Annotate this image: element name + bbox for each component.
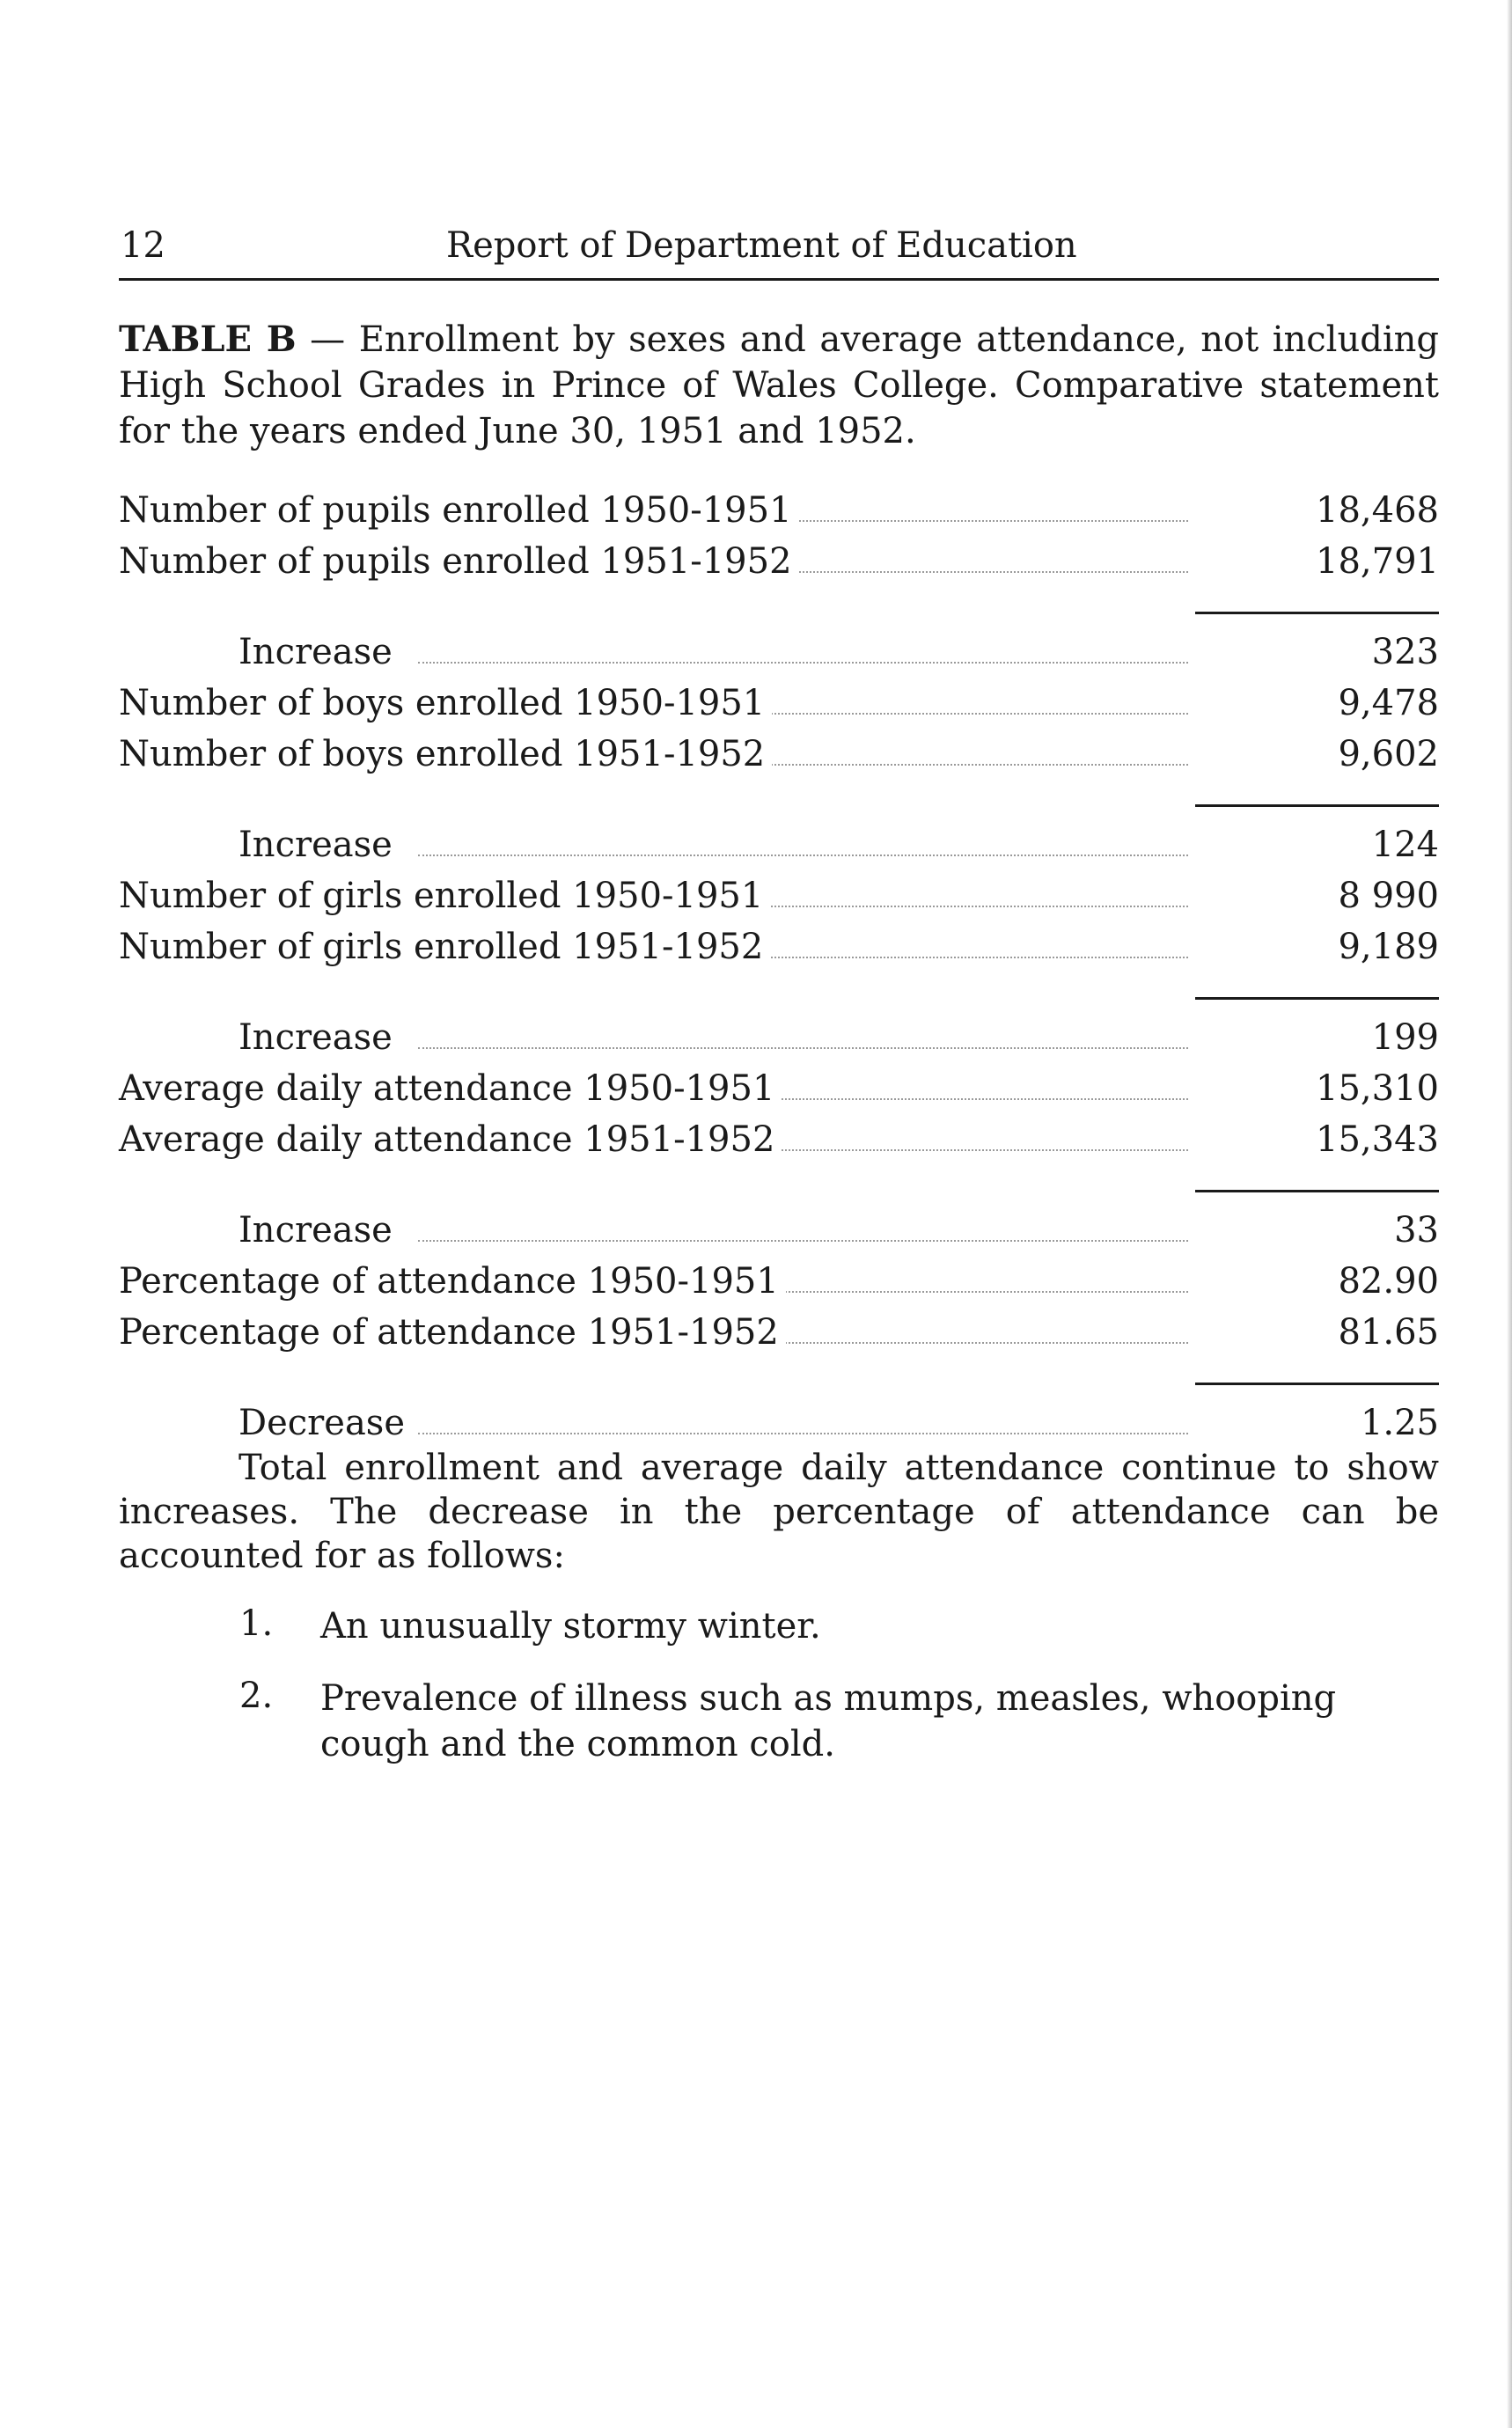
row-value: 15,343: [1316, 1119, 1439, 1160]
row-label: Percentage of attendance 1950-1951: [119, 1261, 786, 1302]
row-label: Average daily attendance 1951-1952: [119, 1119, 782, 1160]
row-value: 8 990: [1338, 876, 1439, 916]
list-number: 2.: [239, 1676, 274, 1716]
row-label: Number of boys enrolled 1951-1952: [119, 734, 772, 774]
table-row: [119, 1017, 1439, 1063]
caption-text: Enrollment by sexes and average attendance, not including High School Grades in Prince of Wales College. Comparative statement for the years ended June 30, 1951 and 1952.: [119, 319, 1439, 451]
row-label: Increase: [239, 632, 400, 672]
table-row: [119, 541, 1439, 587]
sum-rule: [1195, 1190, 1439, 1192]
table-row: [119, 1312, 1439, 1358]
sum-rule: [1195, 1383, 1439, 1385]
row-label: Decrease: [239, 1403, 412, 1443]
row-value: 33: [1394, 1210, 1439, 1251]
row-label: Increase: [239, 1210, 400, 1251]
table-row: [119, 683, 1439, 729]
dot-leader: [418, 662, 1188, 664]
page-edge-shadow: [1507, 0, 1512, 2428]
row-value: 9,189: [1338, 927, 1439, 967]
row-label: Number of girls enrolled 1951-1952: [119, 927, 770, 967]
row-label: Increase: [239, 1017, 400, 1058]
list-text: Prevalence of illness such as mumps, measles, whooping cough and the common cold.: [320, 1678, 1337, 1764]
row-label: Average daily attendance 1950-1951: [119, 1068, 782, 1109]
row-value: 9,478: [1338, 683, 1439, 723]
page-header: [119, 222, 1439, 281]
dot-leader: [418, 855, 1188, 856]
sum-rule: [1195, 612, 1439, 614]
row-value: 82.90: [1338, 1261, 1439, 1302]
body-paragraph: Total enrollment and average daily attendance continue to show increases. The decrease in the percentage of attendance can be accounted for as follows:: [119, 1448, 1439, 1576]
list-text: An unusually stormy winter.: [320, 1606, 821, 1647]
row-label: Number of boys enrolled 1950-1951: [119, 683, 772, 723]
running-head: Report of Department of Education: [446, 225, 1077, 266]
dot-leader: [418, 1240, 1188, 1242]
table-row: [119, 1403, 1439, 1449]
sum-rule: [1195, 804, 1439, 807]
row-value: 124: [1371, 825, 1439, 865]
table-row: [119, 632, 1439, 678]
sum-rule: [1195, 997, 1439, 1000]
row-label: Increase: [239, 825, 400, 865]
caption-dash: —: [310, 319, 346, 360]
row-value: 9,602: [1338, 734, 1439, 774]
row-label: Number of girls enrolled 1950-1951: [119, 876, 770, 916]
list-number: 1.: [239, 1603, 274, 1644]
row-label: Number of pupils enrolled 1951-1952: [119, 541, 799, 582]
row-label: Number of pupils enrolled 1950-1951: [119, 490, 799, 531]
table-row: [119, 734, 1439, 780]
table-row: [119, 1068, 1439, 1114]
page-number: 12: [121, 225, 165, 266]
table-row: [119, 1210, 1439, 1256]
table-row: [119, 825, 1439, 870]
row-value: 81.65: [1338, 1312, 1439, 1353]
table-row: [119, 927, 1439, 972]
table-row: [119, 1119, 1439, 1165]
table-label: TABLE B: [119, 319, 297, 360]
table-caption: [119, 317, 1439, 454]
table-row: [119, 876, 1439, 921]
row-value: 18,468: [1316, 490, 1439, 531]
row-value: 15,310: [1316, 1068, 1439, 1109]
row-value: 323: [1371, 632, 1439, 672]
dot-leader: [418, 1047, 1188, 1049]
row-value: 199: [1371, 1017, 1439, 1058]
table-row: [119, 1261, 1439, 1307]
row-value: 1.25: [1360, 1403, 1439, 1443]
table-row: [119, 490, 1439, 536]
row-value: 18,791: [1316, 541, 1439, 582]
dot-leader: [418, 1433, 1188, 1434]
row-label: Percentage of attendance 1951-1952: [119, 1312, 786, 1353]
